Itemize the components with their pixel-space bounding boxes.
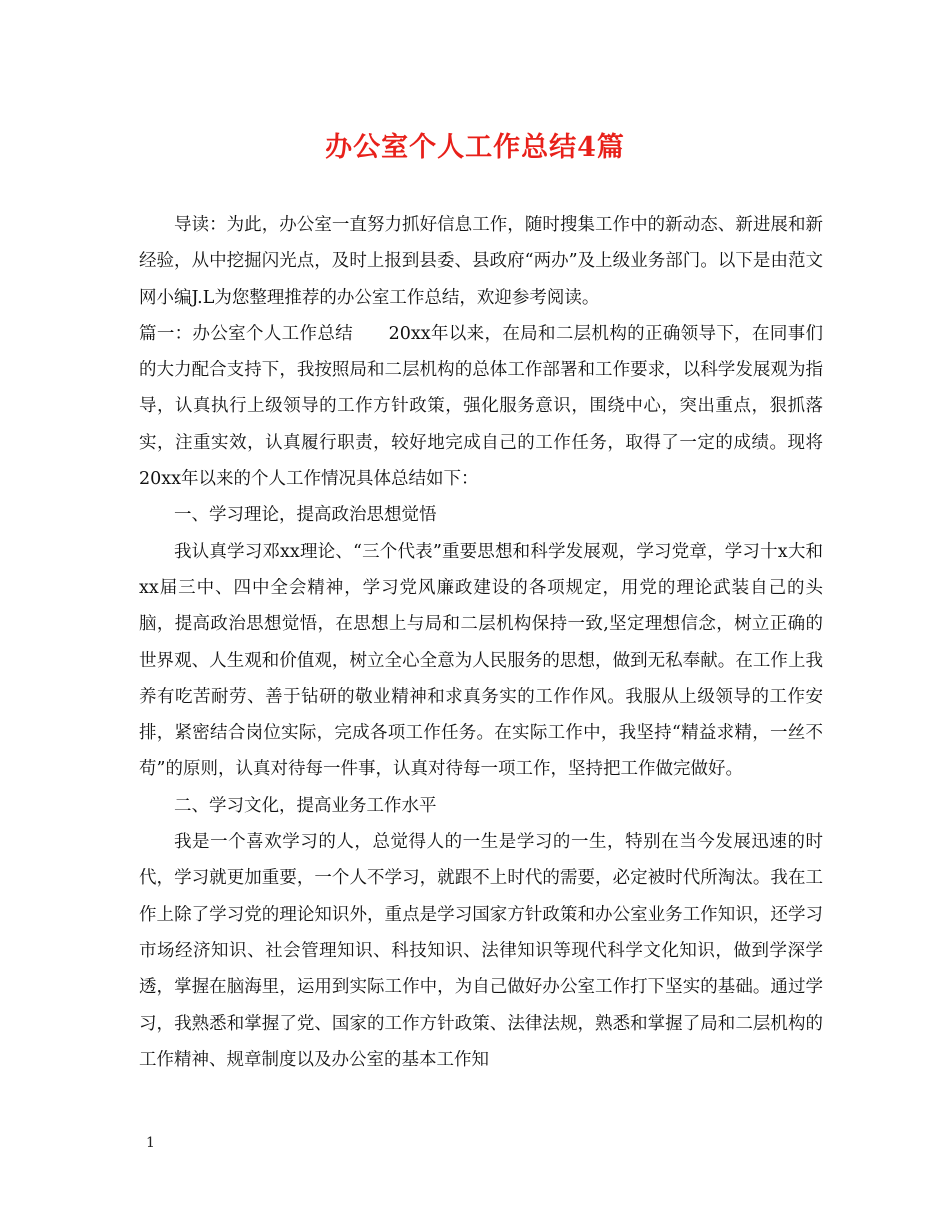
paragraph-part-one: 篇一：办公室个人工作总结 20xx年以来，在局和二层机构的正确领导下，在同事们的大力配合支持下，我按照局和二层机构的总体工作部署和工作要求，以科学发展观为指导，认真执行上级领导的工作方针政策，强化服务意识，围绕中心，突出重点，狠抓落实，注重实效，认真履行职责，较好地完成自己的工作任务，取得了一定的成绩。现将20xx年以来的个人工作情况具体总结如下： (139, 323, 823, 490)
document-body (139, 207, 823, 1078)
paragraph-intro: 导读：为此，办公室一直努力抓好信息工作，随时搜集工作中的新动态、新进展和新经验，从中挖掘闪光点，及时上报到县委、县政府“两办”及上级业务部门。以下是由范文网小编J.L为您整理推荐的办公室工作总结，欢迎参考阅读。 (139, 215, 823, 308)
document-title: 办公室个人工作总结4篇 (325, 132, 625, 163)
section-heading-2: 二、学习文化，提高业务工作水平 (174, 795, 437, 816)
page-number: 1 (146, 1135, 155, 1151)
section-heading-1: 一、学习理论，提高政治思想觉悟 (174, 505, 437, 526)
paragraph-section-2: 我是一个喜欢学习的人，总觉得人的一生是学习的一生，特别在当今发展迅速的时代，学习就更加重要，一个人不学习，就跟不上时代的需要，必定被时代所淘汰。我在工作上除了学习党的理论知识外，重点是学习国家方针政策和办公室业务工作知识，还学习市场经济知识、社会管理知识、科技知识、法律知识等现代科学文化知识，做到学深学透，掌握在脑海里，运用到实际工作中，为自己做好办公室工作打下坚实的基础。通过学习，我熟悉和掌握了党、国家的工作方针政策、法律法规，熟悉和掌握了局和二层机构的工作精神、规章制度以及办公室的基本工作知 (139, 832, 823, 1070)
paragraph-section-1: 我认真学习邓xx理论、“三个代表”重要思想和科学发展观，学习党章，学习十x大和xx届三中、四中全会精神，学习党风廉政建设的各项规定，用党的理论武装自己的头脑，提高政治思想觉悟，在思想上与局和二层机构保持一致,坚定理想信念，树立正确的世界观、人生观和价值观，树立全心全意为人民服务的思想，做到无私奉献。在工作上我养有吃苦耐劳、善于钻研的敬业精神和求真务实的工作作风。我服从上级领导的工作安排，紧密结合岗位实际，完成各项工作任务。在实际工作中，我坚持“精益求精，一丝不苟”的原则，认真对待每一件事，认真对待每一项工作，坚持把工作做完做好。 (139, 541, 823, 780)
